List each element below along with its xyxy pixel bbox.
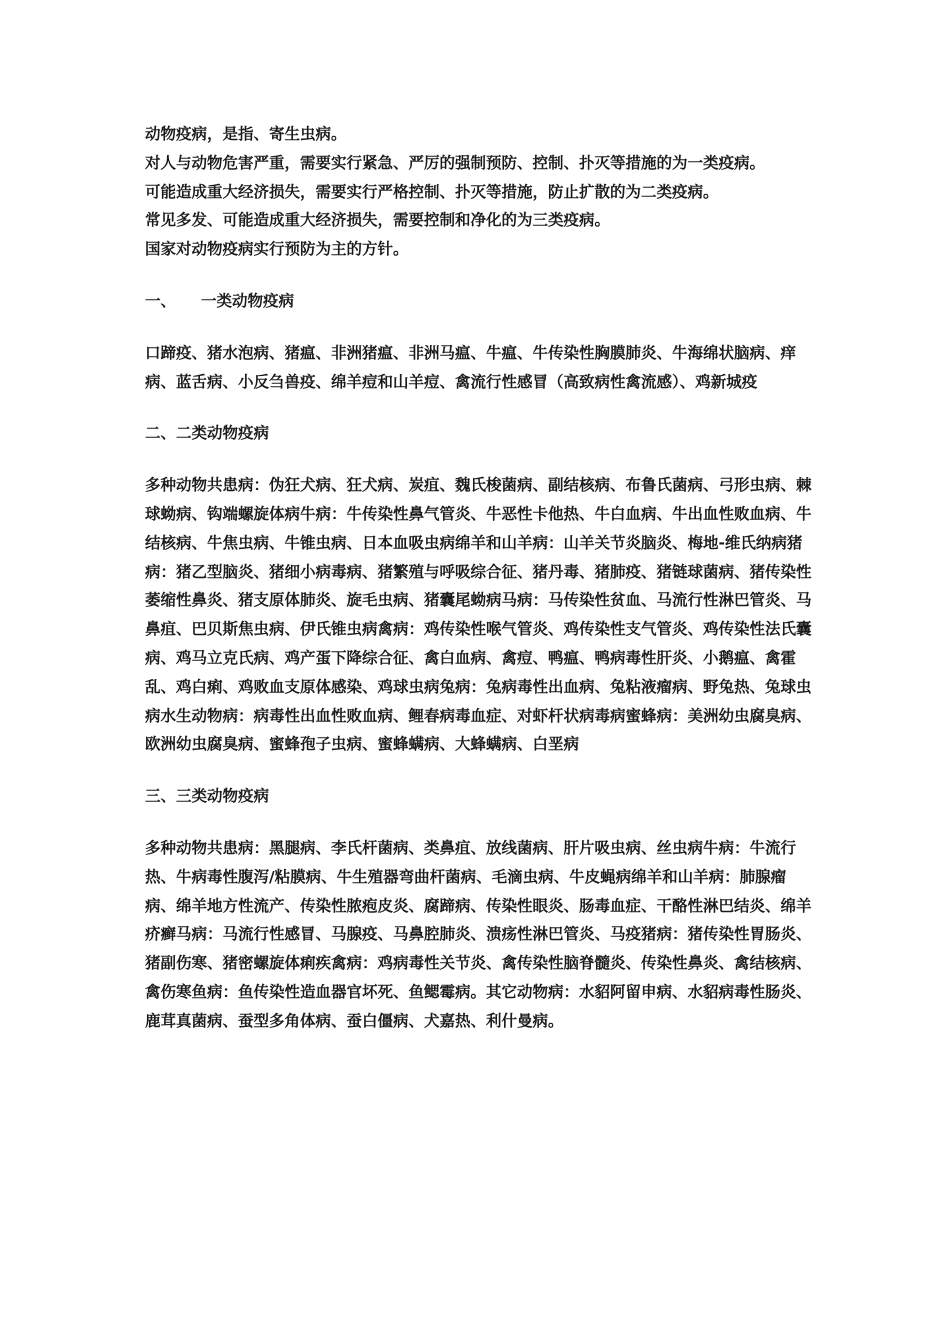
section-3-heading: 三、三类动物疫病: [145, 787, 270, 806]
section-1-body: 口蹄疫、猪水泡病、猪瘟、非洲猪瘟、非洲马瘟、牛瘟、牛传染性胸膜肺炎、牛海绵状脑病、痒病、蓝舌病、小反刍兽疫、绵羊痘和山羊痘、禽流行性感冒（高致病性禽流感）、鸡新城疫: [145, 343, 797, 391]
intro-line-1: 动物疫病，是指、寄生虫病。: [145, 125, 347, 143]
document-body: [145, 120, 817, 1036]
section-1-title: 一类动物疫病: [201, 291, 295, 310]
section-2-body: 多种动物共患病：伪狂犬病、狂犬病、炭疽、魏氏梭菌病、副结核病、布鲁氏菌病、弓形虫病、棘球蚴病、钩端螺旋体病牛病：牛传染性鼻气管炎、牛恶性卡他热、牛白血病、牛出血性败血病、牛结核病、牛焦虫病、牛锥虫病、日本血吸虫病绵羊和山羊病：山羊关节炎脑炎、梅地-维氏纳病猪病：猪乙型脑炎、猪细小病毒病、猪繁殖与呼吸综合征、猪丹毒、猪肺疫、猪链球菌病、猪传染性萎缩性鼻炎、猪支原体肺炎、旋毛虫病、猪囊尾蚴病马病：马传染性贫血、马流行性淋巴管炎、马鼻疽、巴贝斯焦虫病、伊氏锥虫病禽病：鸡传染性喉气管炎、鸡传染性支气管炎、鸡传染性法氏囊病、鸡马立克氏病、鸡产蛋下降综合征、禽白血病、禽痘、鸭瘟、鸭病毒性肝炎、小鹅瘟、禽霍乱、鸡白痢、鸡败血支原体感染、鸡球虫病兔病：兔病毒性出血病、兔粘液瘤病、野兔热、兔球虫病水生动物病：病毒性出血性败血病、鲤春病毒血症、对虾杆状病毒病蜜蜂病：美洲幼虫腐臭病、欧洲幼虫腐臭病、蜜蜂孢子虫病、蜜蜂螨病、大蜂螨病、白垩病: [145, 476, 812, 754]
section-2-heading: 二、二类动物疫病: [145, 424, 270, 443]
intro-line-2: 对人与动物危害严重，需要实行紧急、严厉的强制预防、控制、扑灭等措施的为一类疫病。: [145, 153, 766, 172]
intro-line-4: 常见多发、可能造成重大经济损失，需要控制和净化的为三类疫病。: [145, 211, 611, 230]
section-3-body: 多种动物共患病：黑腿病、李氏杆菌病、类鼻疽、放线菌病、肝片吸虫病、丝虫病牛病：牛流行热、牛病毒性腹泻/粘膜病、牛生殖器弯曲杆菌病、毛滴虫病、牛皮蝇病绵羊和山羊病：肺腺瘤病、绵羊地方性流产、传染性脓疱皮炎、腐蹄病、传染性眼炎、肠毒血症、干酪性淋巴结炎、绵羊疥癣马病：马流行性感冒、马腺疫、马鼻腔肺炎、溃疡性淋巴管炎、马疫猪病：猪传染性胃肠炎、猪副伤寒、猪密螺旋体痢疾禽病：鸡病毒性关节炎、禽传染性脑脊髓炎、传染性鼻炎、禽结核病、禽伤寒鱼病：鱼传染性造血器官坏死、鱼鳃霉病。其它动物病：水貂阿留申病、水貂病毒性肠炎、鹿茸真菌病、蚕型多角体病、蚕白僵病、犬嘉热、利什曼病。: [145, 838, 812, 1030]
intro-line-5: 国家对动物疫病实行预防为主的方针。: [145, 240, 409, 259]
section-1-number: 一、: [145, 291, 177, 310]
intro-line-3: 可能造成重大经济损失，需要实行严格控制、扑灭等措施，防止扩散的为二类疫病。: [145, 182, 719, 201]
section-1-heading: [145, 287, 817, 316]
